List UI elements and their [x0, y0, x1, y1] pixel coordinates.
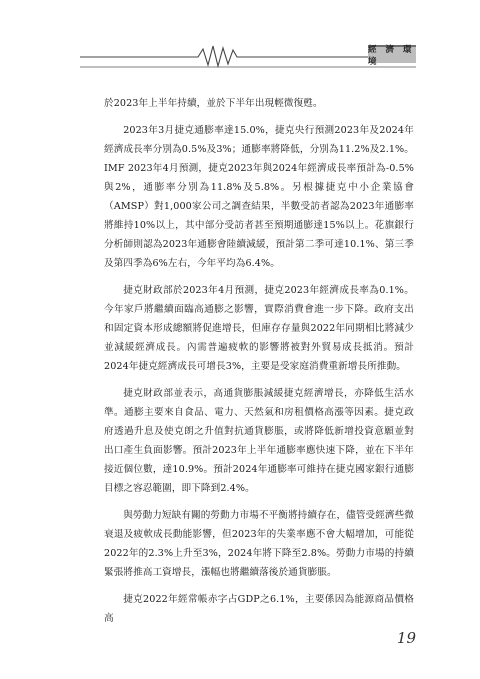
section-title: 經 濟 環 境 — [368, 45, 415, 67]
running-header — [80, 40, 416, 72]
paragraph: 捷克財政部於2023年4月預測，捷克2023年經濟成長率為0.1%。今年家戶將繼續面臨高通膨之影響，實際消費會進一步下降。政府支出和固定資本形成總額將促進增長，但庫存存量與2022年同期相比將減少並減緩經濟成長。內需普遍疲軟的影響將被對外貿易成長抵消。預計2024年捷克經濟成長可增長3%，主要是受家庭消費重新增長所推動。 — [104, 285, 414, 372]
paragraph: 與勞動力短缺有關的勞動力市場不平衡將持續存在，儘管受經濟些微衰退及疲軟成長動能影響，但2023年的失業率應不會大幅增加，可能從2022年的2.3%上升至3%，2024年將下降至2.8%。勞動力市場的持續緊張將推高工資增長，漲幅也將繼續落後於通貨膨脹。 — [104, 510, 414, 578]
paragraph: 捷克財政部並表示，高通貨膨脹減緩捷克經濟增長，亦降低生活水準。通膨主要來自食品、電力、天然氣和房租價格高漲等因素。捷克政府透過升息及使克朗之升值對抗通貨膨脹，或將降低新增投資意願並對出口產生負面影響。預計2023年上半年通膨率應快速下降，並在下半年接近個位數，達10.9%。預計2024年通膨率可維持在捷克國家銀行通膨目標之容忍範圍，即下降到2.4%。 — [104, 388, 414, 494]
page-number: 19 — [396, 629, 416, 647]
article-body — [104, 94, 414, 628]
paragraph: 捷克2022年經常帳赤字占GDP之6.1%，主要係因為能源商品價格高 — [104, 594, 414, 624]
paragraph: 於2023年上半年持續，並於下半年出現輕微復甦。 — [104, 98, 323, 109]
paragraph: 2023年3月捷克通膨率達15.0%，捷克央行預測2023年及2024年經濟成長率分別為0.5%及3%；通膨率將降低，分別為11.2%及2.1%。IMF 2023年4月預測，捷克2023年與2024年經濟成長率預計為-0.5%與2%，通膨率分別為11.8%及5.8%。另根據捷克中小企業協會（AMSP）對1,000家公司之調查結果，半數受訪者認為2023年通膨率將維持10%以上，其中部分受訪者甚至預期通膨達15%以上。花旗銀行分析師則認為2023年通膨會陸續減緩，預計第二季可達10.1%、第三季及第四季為6%左右，今年平均為6.4%。 — [104, 125, 414, 269]
heartbeat-line-icon — [80, 40, 416, 72]
